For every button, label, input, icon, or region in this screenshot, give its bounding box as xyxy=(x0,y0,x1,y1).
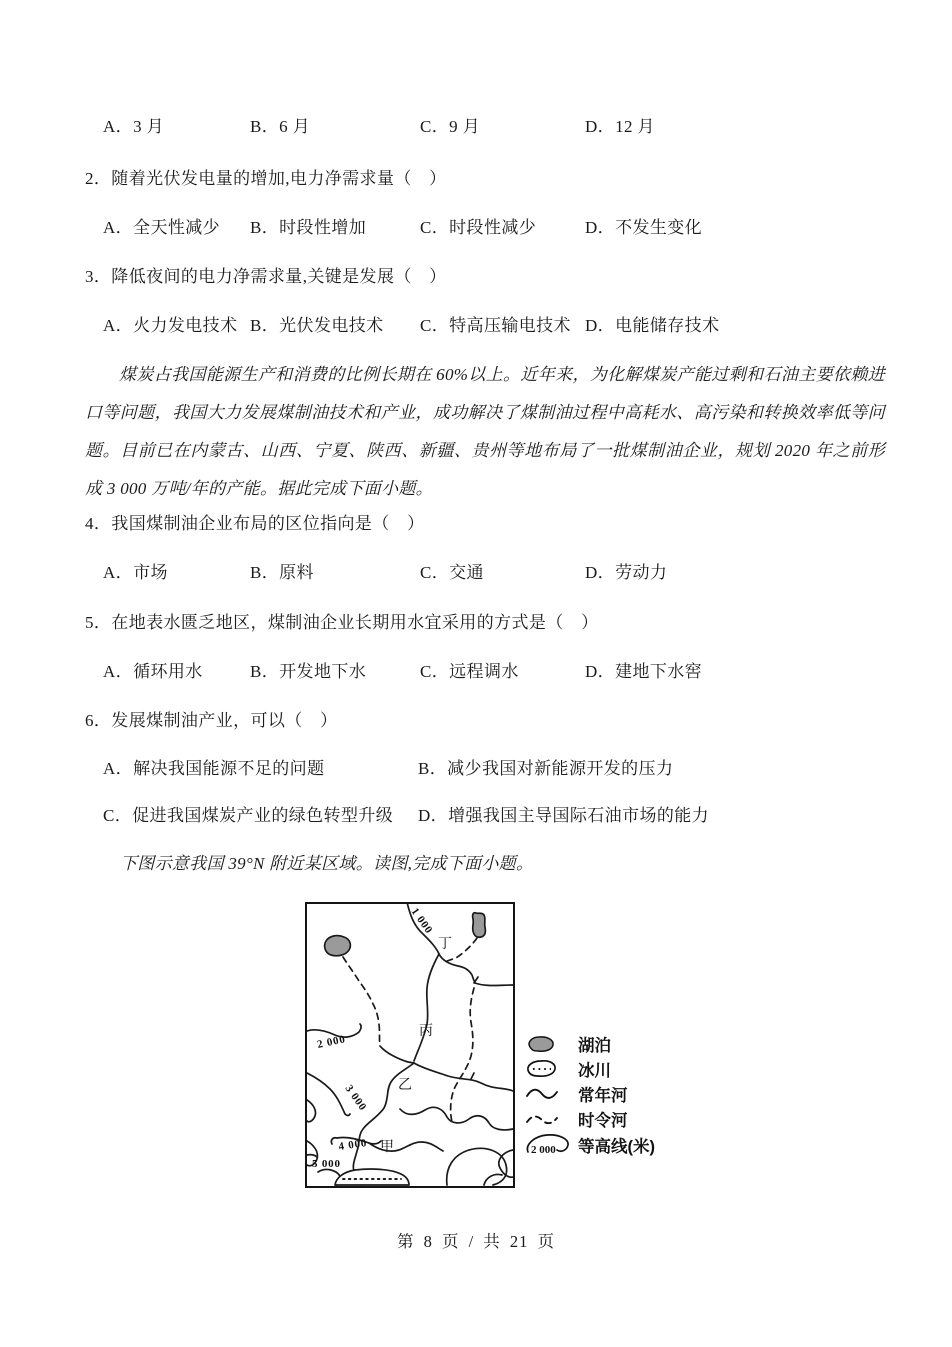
q4-option-c: C．交通 xyxy=(420,563,484,582)
legend-label-glacier: 冰川 xyxy=(578,1061,611,1080)
q6-option-b: B．减少我国对新能源开发的压力 xyxy=(418,759,674,778)
region-map xyxy=(305,902,515,1188)
region-map-svg xyxy=(307,904,513,1186)
q3-options-row xyxy=(0,311,952,335)
glacier-icon xyxy=(524,1058,572,1080)
q1-options-row xyxy=(0,112,952,136)
legend-label-lake: 湖泊 xyxy=(578,1036,611,1055)
q5-options-row xyxy=(0,657,952,681)
legend-item-perennial-river xyxy=(524,1081,694,1106)
contour-label-5000: 5 000 xyxy=(312,1158,341,1170)
contour-label-4000: 4 000 xyxy=(337,1137,368,1153)
q4-option-a: A．市场 xyxy=(103,563,168,582)
legend-label-perennial-river: 常年河 xyxy=(578,1086,628,1105)
legend-label-seasonal-river: 时令河 xyxy=(578,1111,628,1130)
legend-label-contour: 等高线(米) xyxy=(578,1137,655,1156)
perennial-river-main xyxy=(414,954,439,1061)
q5-option-c: C．远程调水 xyxy=(420,662,519,681)
q6-options-row-1 xyxy=(0,754,952,778)
q5-stem: 5．在地表水匮乏地区，煤制油企业长期用水宜采用的方式是（ ） xyxy=(85,613,599,632)
glacier-area xyxy=(335,1169,409,1185)
seasonal-river-left-lake xyxy=(343,957,380,1046)
relief-line-2 xyxy=(447,1148,507,1185)
river-tick-2 xyxy=(471,1073,474,1079)
q2-stem: 2．随着光伏发电量的增加,电力净需求量（ ） xyxy=(85,169,447,188)
contour-label-2000: 2 000 xyxy=(316,1033,347,1051)
passage: 煤炭占我国能源生产和消费的比例长期在 60%以上。近年来，为化解煤炭产能过剩和石油主要依赖进口等问题，我国大力发展煤制油技术和产业，成功解决了煤制油过程中高耗水、高污染和转换效率低等问题。目前已在内蒙古、山西、宁夏、陕西、新疆、贵州等地布局了一批煤制油企业，规划 2020 年之前形成 3 000 万吨/年的产能。据此完成下面小题。 xyxy=(85,365,885,498)
relief-line-1 xyxy=(400,1107,513,1130)
q4-stem: 4．我国煤制油企业布局的区位指向是（ ） xyxy=(85,514,425,533)
page-number: 第 8 页 / 共 21 页 xyxy=(396,1232,556,1251)
point-label-jia: 甲 xyxy=(380,1140,394,1155)
point-label-ding: 丁 xyxy=(438,937,452,952)
q2-option-b: B．时段性增加 xyxy=(250,218,367,237)
legend-item-glacier xyxy=(524,1056,694,1081)
q1-option-a: A．3 月 xyxy=(103,117,165,136)
contour-label-1000: 1 000 xyxy=(408,905,435,937)
q6-stem: 6．发展煤制油产业，可以（ ） xyxy=(85,711,338,730)
q3-option-d: D．电能储存技术 xyxy=(585,316,720,335)
relief-line-6 xyxy=(307,1100,316,1122)
q6-option-a: A．解决我国能源不足的问题 xyxy=(103,759,325,778)
q5-option-a: A．循环用水 xyxy=(103,662,203,681)
lake-right xyxy=(473,913,486,937)
seasonal-river-icon xyxy=(524,1108,572,1130)
q1-option-c: C．9 月 xyxy=(420,117,481,136)
q3-option-a: A．火力发电技术 xyxy=(103,316,238,335)
contour-icon xyxy=(524,1132,572,1158)
q3-stem: 3．降低夜间的电力净需求量,关键是发展（ ） xyxy=(85,267,447,286)
legend-item-lake xyxy=(524,1031,694,1056)
q4-options-row xyxy=(0,558,952,582)
q6-option-c: C．促进我国煤炭产业的绿色转型升级 xyxy=(103,806,394,825)
perennial-river-lower-right xyxy=(414,1063,513,1091)
q3-option-b: B．光伏发电技术 xyxy=(250,316,384,335)
contour-label-3000: 3 000 xyxy=(342,1082,369,1114)
q5-option-b: B．开发地下水 xyxy=(250,662,367,681)
lake-left xyxy=(325,936,351,956)
q2-option-a: A．全天性减少 xyxy=(103,218,221,237)
lake-icon xyxy=(524,1033,572,1055)
contour-line-5000 xyxy=(307,1155,317,1157)
q1-option-d: D．12 月 xyxy=(585,117,655,136)
legend-item-contour xyxy=(524,1131,694,1158)
q2-option-d: D．不发生变化 xyxy=(585,218,703,237)
map-legend xyxy=(524,1031,694,1158)
point-label-yi: 乙 xyxy=(398,1078,412,1093)
seasonal-river-right xyxy=(451,988,474,1123)
point-label-bing: 丙 xyxy=(419,1024,433,1039)
q3-option-c: C．特高压输电技术 xyxy=(420,316,571,335)
q1-option-b: B．6 月 xyxy=(250,117,311,136)
perennial-river-connector xyxy=(380,1046,414,1063)
q6-option-d: D．增强我国主导国际石油市场的能力 xyxy=(418,806,710,825)
contour-icon-value: 2 000 xyxy=(531,1143,556,1156)
perennial-river-icon xyxy=(524,1083,572,1105)
map-intro: 下图示意我国 39°N 附近某区域。读图,完成下面小题。 xyxy=(120,854,534,873)
contour-line-3000 xyxy=(307,1073,350,1116)
q4-option-d: D．劳动力 xyxy=(585,563,668,582)
q6-options-row-2 xyxy=(0,801,952,825)
legend-item-seasonal-river xyxy=(524,1106,694,1131)
q5-option-d: D．建地下水窖 xyxy=(585,662,703,681)
q4-option-b: B．原料 xyxy=(250,563,314,582)
q2-option-c: C．时段性减少 xyxy=(420,218,537,237)
q2-options-row xyxy=(0,213,952,237)
